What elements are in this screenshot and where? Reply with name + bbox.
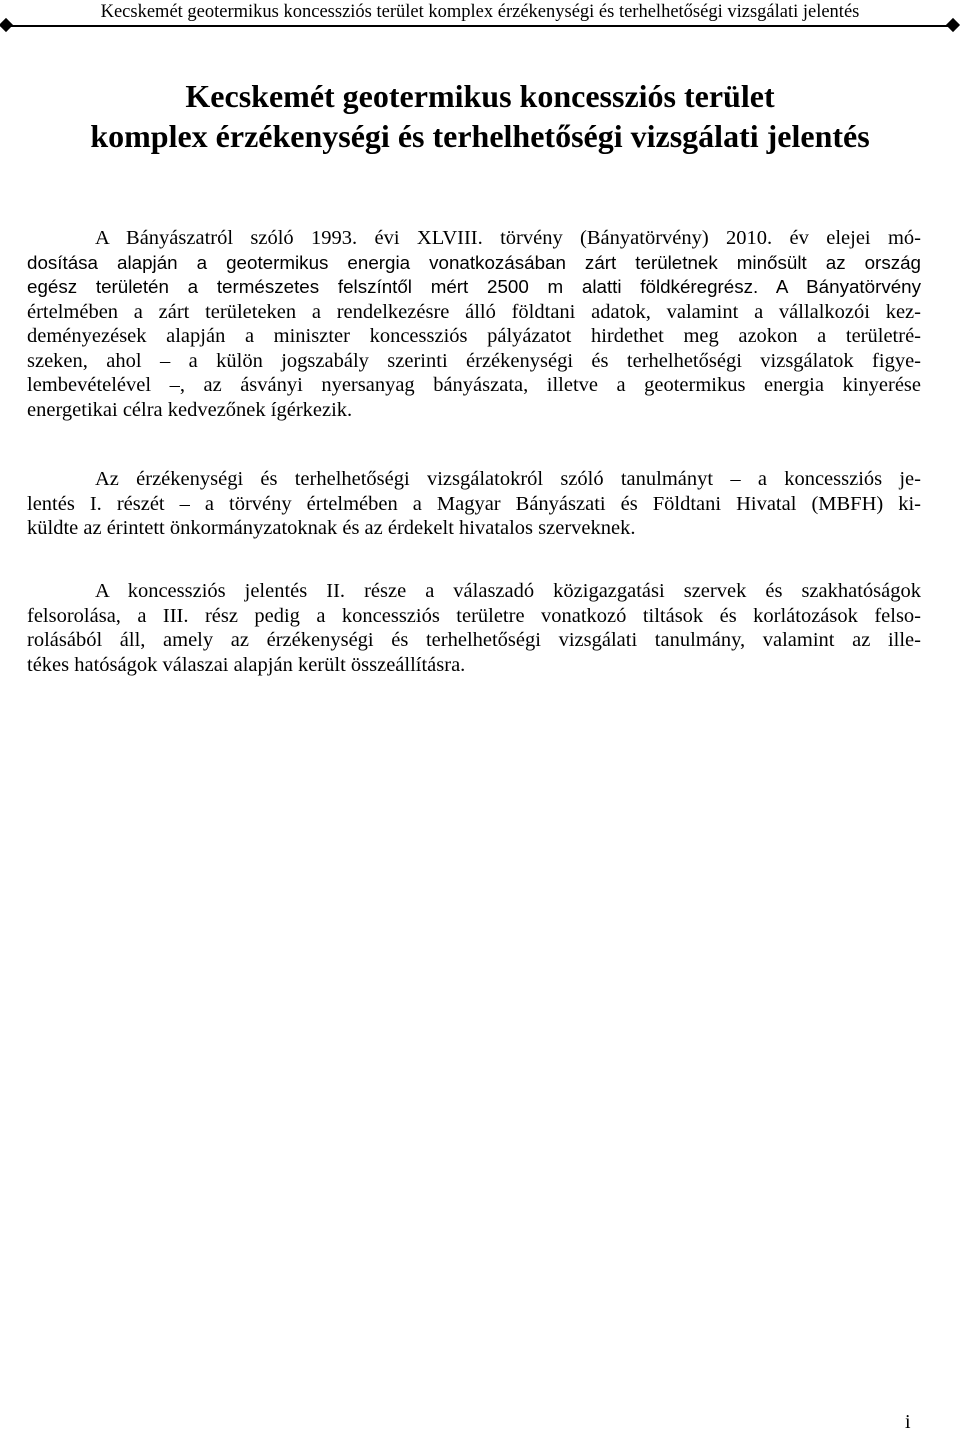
paragraph-1-line-5: deményezések alapján a miniszter koncessziós pályázatot hirdethet meg azokon a területré- <box>27 325 921 347</box>
paragraph-1-line-7: lembevételével –, az ásványi nyersanyag bányászata, illetve a geotermikus energia kinyerése <box>27 374 921 396</box>
paragraph-3-line-3: rolásából áll, amely az érzékenységi és terhelhetőségi vizsgálati tanulmány, valamint az ille- <box>27 629 921 651</box>
document-title-line-2: komplex érzékenységi és terhelhetőségi vizsgálati jelentés <box>90 118 870 154</box>
paragraph-3 <box>27 579 921 677</box>
paragraph-3-line-4: tékes hatóságok válaszai alapján került összeállításra. <box>27 653 466 676</box>
paragraph-2-line-1: Az érzékenységi és terhelhetőségi vizsgálatokról szóló tanulmányt – a koncessziós je- <box>95 468 921 490</box>
paragraph-1-line-3: egész területén a természetes felszíntől mért 2500 m alatti földkéregrész. A Bányatörvény <box>27 276 921 297</box>
running-header-title: Kecskemét geotermikus koncessziós terület komplex érzékenységi és terhelhetőségi vizsgálati jelentés <box>100 2 860 22</box>
running-header <box>0 0 960 36</box>
paragraph-1-line-4: értelmében a zárt területeken a rendelkezésre álló földtani adatok, valamint a vállalkozói kez- <box>27 300 921 323</box>
document-title <box>0 76 960 156</box>
paragraph-1-line-8: energetikai célra kedvezőnek ígérkezik. <box>27 398 353 421</box>
paragraph-1-line-2: dosítása alapján a geotermikus energia vonatkozásában zárt területnek minősült az ország <box>27 251 921 273</box>
paragraph-3-line-2: felsorolása, a III. rész pedig a koncessziós területre vonatkozó tiltások és korlátozások felso- <box>27 604 921 627</box>
paragraph-2-line-2: lentés I. részét – a törvény értelmében a Magyar Bányászati és Földtani Hivatal (MBFH) ki- <box>27 492 921 515</box>
paragraph-1 <box>27 226 921 422</box>
paragraph-1-line-6: szeken, ahol – a külön jogszabály szerinti érzékenységi és terhelhetőségi vizsgálatok figye- <box>27 349 921 372</box>
paragraph-2 <box>27 467 921 541</box>
document-title-line-1: Kecskemét geotermikus koncessziós terület <box>185 78 775 114</box>
paragraph-2-line-3: küldte az érintett önkormányzatoknak és az érdekelt hivatalos szerveknek. <box>27 517 636 539</box>
paragraph-3-line-1: A koncessziós jelentés II. része a válaszadó közigazgatási szervek és szakhatóságok <box>95 580 921 602</box>
page-number: i <box>905 1411 911 1433</box>
paragraph-1-line-1: A Bányászatról szóló 1993. évi XLVIII. törvény (Bányatörvény) 2010. év elejei mó- <box>95 227 921 249</box>
header-rule <box>4 25 956 27</box>
